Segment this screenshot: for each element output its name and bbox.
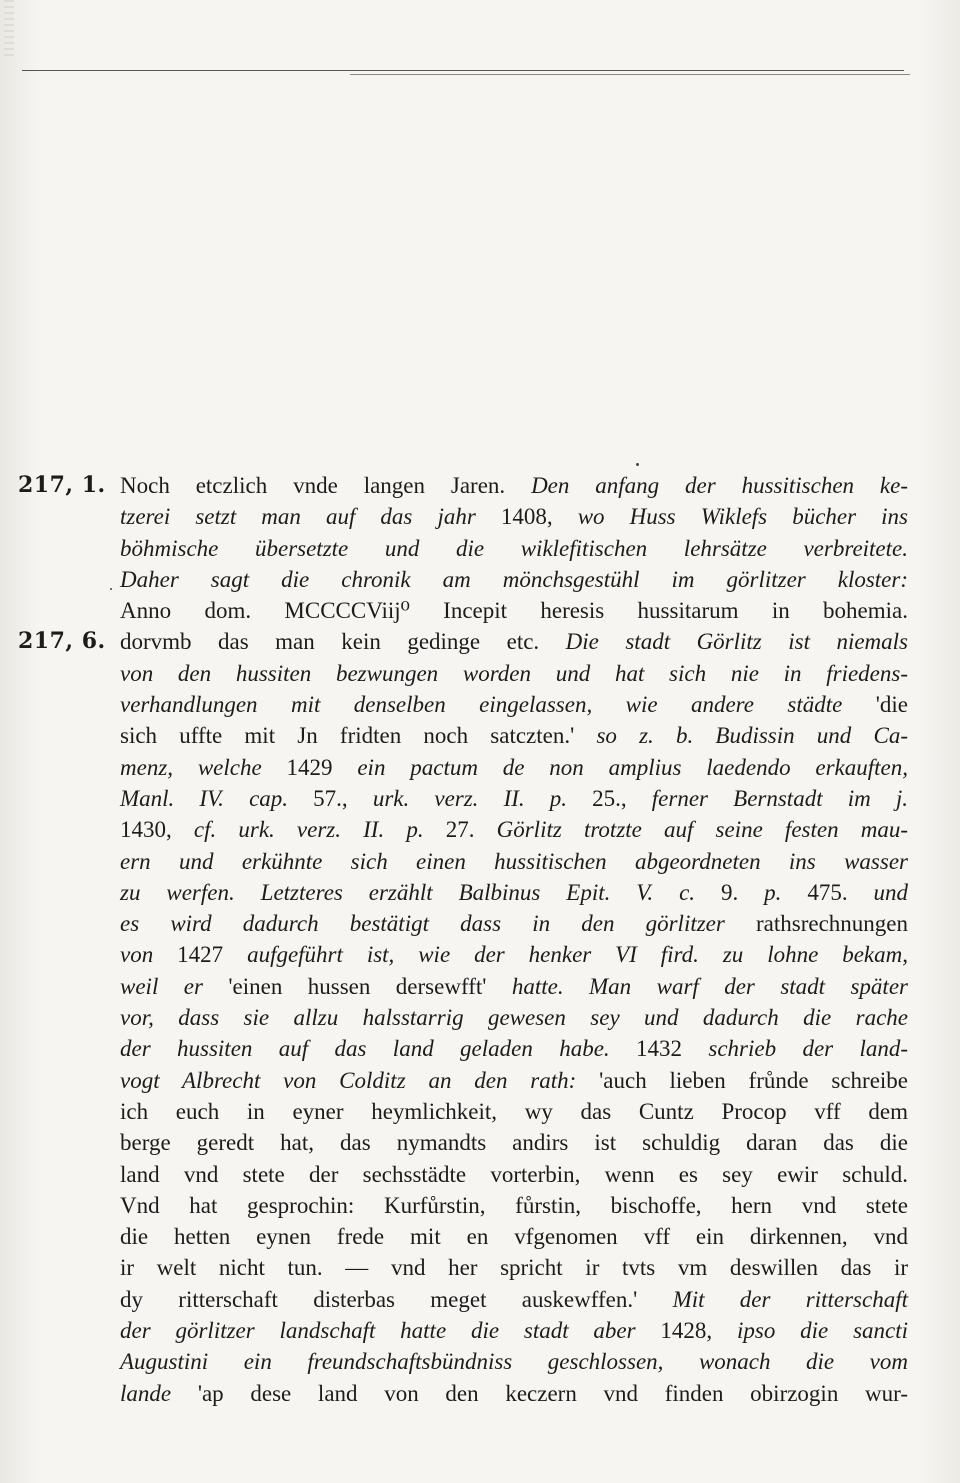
- text-line: [18, 1284, 908, 1315]
- line-body: [120, 1284, 908, 1315]
- text-line: [18, 1315, 908, 1346]
- italic-segment: von den hussiten bezwungen worden und hat sich nie in friedens-: [120, 660, 908, 686]
- italic-segment: ferner Bernstadt im j.: [651, 785, 908, 811]
- roman-segment: Anno dom. MCCCCViij⁰ Incepit heresis hussitarum in bohemia.: [120, 598, 908, 624]
- italic-segment: Augustini ein freundschaftsbündniss geschlossen, wonach die vom: [120, 1349, 908, 1375]
- roman-segment: dy ritterschaft disterbas meget auskewffen.': [120, 1286, 673, 1312]
- line-body: [120, 564, 908, 595]
- roman-segment: die hetten eynen frede mit en vfgenomen vff ein dirkennen, vnd: [120, 1224, 908, 1250]
- text-line: [18, 1159, 908, 1190]
- italic-segment: hatte. Man warf der stadt später: [511, 973, 908, 999]
- line-body: [120, 1159, 908, 1190]
- line-body: [120, 1065, 908, 1096]
- italic-segment: ipso die sancti: [737, 1318, 909, 1344]
- text-line: [18, 971, 908, 1002]
- italic-segment: Den anfang der hussitischen ke-: [531, 473, 908, 498]
- italic-segment: ein pactum de non amplius laedendo erkauften,: [357, 754, 908, 780]
- text-line: [18, 1378, 908, 1409]
- text-line: [18, 1346, 908, 1377]
- line-body: [120, 658, 908, 689]
- text-line: [18, 1127, 908, 1158]
- line-body: [120, 1346, 908, 1377]
- italic-segment: weil er: [120, 973, 229, 999]
- commentary-text: [18, 470, 908, 1409]
- italic-segment: p.: [764, 879, 808, 905]
- text-line: [18, 877, 908, 908]
- roman-segment: dorvmb das man kein gedinge etc.: [120, 629, 566, 655]
- roman-segment: 'ap dese land von den keczern vnd finden obirzogin wur-: [197, 1380, 908, 1406]
- italic-segment: tzerei setzt man auf das jahr: [120, 504, 501, 530]
- roman-segment: 'die: [875, 692, 908, 718]
- line-body: [120, 1033, 908, 1064]
- ink-speck: [636, 463, 639, 466]
- italic-segment: lande: [120, 1380, 198, 1406]
- italic-segment: wo Huss Wiklefs bücher ins: [577, 504, 908, 530]
- verse-reference: 217, 6.: [18, 628, 106, 655]
- line-body: [120, 783, 908, 814]
- italic-segment: menz, welche: [120, 754, 287, 780]
- line-body: [120, 533, 908, 564]
- text-line: [18, 939, 908, 970]
- text-line: [18, 1190, 908, 1221]
- italic-segment: schrieb der land-: [708, 1036, 909, 1062]
- line-body: [120, 1378, 908, 1409]
- italic-segment: urk. verz. II. p.: [372, 785, 593, 811]
- text-line: [18, 595, 908, 626]
- text-line: [18, 658, 908, 689]
- italic-segment: Die stadt Görlitz ist niemals: [565, 629, 908, 655]
- line-body: [120, 1221, 908, 1252]
- italic-segment: von: [120, 942, 178, 968]
- roman-segment: 1430,: [120, 817, 194, 843]
- roman-segment: 27.: [445, 817, 497, 843]
- text-line: [18, 1252, 908, 1283]
- roman-segment: 1429: [286, 754, 358, 780]
- line-body: [120, 470, 908, 501]
- line-body: [120, 877, 908, 908]
- line-body: [120, 1252, 908, 1283]
- line-body: [120, 971, 908, 1002]
- line-body: [120, 814, 908, 845]
- italic-segment: es wird dadurch bestätigt dass in den görlitzer: [120, 911, 756, 937]
- text-line: [18, 908, 908, 939]
- line-body: [120, 752, 908, 783]
- line-body: [120, 689, 908, 720]
- roman-segment: berge geredt hat, das nymandts andirs ist schuldig daran das die: [120, 1130, 908, 1156]
- line-body: [120, 626, 908, 657]
- line-body: [120, 1127, 908, 1158]
- header-rule-thin: [350, 74, 910, 75]
- roman-segment: 1408,: [500, 504, 578, 530]
- roman-segment: 1428,: [660, 1318, 737, 1344]
- text-line: [18, 720, 908, 751]
- text-line: [18, 1002, 908, 1033]
- text-line: [18, 752, 908, 783]
- italic-segment: ern und erkühnte sich einen hussitischen abgeordneten ins wasser: [120, 848, 908, 874]
- text-line: [18, 1221, 908, 1252]
- roman-segment: 9.: [720, 879, 765, 905]
- italic-segment: der hussiten auf das land geladen habe.: [120, 1036, 637, 1062]
- roman-segment: ich euch in eyner heymlichkeit, wy das Cuntz Procop vff dem: [120, 1098, 908, 1124]
- line-body: [120, 1096, 908, 1127]
- line-body: [120, 720, 908, 751]
- roman-segment: 25.,: [592, 785, 652, 811]
- italic-segment: und: [873, 879, 909, 905]
- line-body: [120, 595, 908, 626]
- text-line: [18, 689, 908, 720]
- roman-segment: 475.: [807, 879, 874, 905]
- italic-segment: vogt Albrecht von Colditz an den rath:: [120, 1067, 600, 1093]
- italic-segment: Daher sagt die chronik am mönchsgestühl im görlitzer kloster:: [120, 566, 908, 592]
- line-body: [120, 501, 908, 532]
- text-line: [18, 846, 908, 877]
- text-line: [18, 783, 908, 814]
- text-line: [18, 501, 908, 532]
- roman-segment: 1427: [177, 942, 248, 968]
- italic-segment: verhandlungen mit denselben eingelassen, wie andere städte: [120, 692, 876, 718]
- text-line: [18, 814, 908, 845]
- italic-segment: vor, dass sie allzu halsstarrig gewesen sey und dadurch die rache: [120, 1005, 908, 1031]
- text-line: [18, 1065, 908, 1096]
- line-body: [120, 939, 908, 970]
- line-body: [120, 1002, 908, 1033]
- roman-segment: land vnd stete der sechsstädte vorterbin, wenn es sey ewir schuld.: [120, 1161, 908, 1187]
- italic-segment: zu werfen. Letzteres erzählt Balbinus Epit. V. c.: [120, 879, 721, 905]
- roman-segment: Noch etczlich vnde langen Jaren.: [120, 473, 532, 498]
- text-line: [18, 470, 908, 501]
- text-line: [18, 533, 908, 564]
- italic-segment: cf. urk. verz. II. p.: [193, 817, 446, 843]
- italic-segment: der görlitzer landschaft hatte die stadt aber: [120, 1318, 661, 1344]
- roman-segment: 1432: [636, 1036, 709, 1062]
- header-rule: [22, 70, 904, 71]
- roman-segment: 'auch lieben frůnde schreibe: [599, 1067, 909, 1093]
- scan-gutter: [4, 0, 14, 60]
- roman-segment: rathsrechnungen: [756, 911, 908, 937]
- line-body: [120, 908, 908, 939]
- text-line: [18, 626, 908, 657]
- italic-segment: Manl. IV. cap.: [120, 785, 314, 811]
- line-body: [120, 1315, 908, 1346]
- roman-segment: Vnd hat gesprochin: Kurfůrstin, fůrstin, bischoffe, hern vnd stete: [120, 1192, 908, 1218]
- line-body: [120, 1190, 908, 1221]
- italic-segment: Görlitz trotzte auf seine festen mau-: [496, 817, 908, 843]
- roman-segment: sich uffte mit Jn fridten noch satczten.': [120, 723, 597, 749]
- line-body: [120, 846, 908, 877]
- roman-segment: 'einen hussen dersewfft': [228, 973, 512, 999]
- roman-segment: ir welt nicht tun. — vnd her spricht ir tvts vm deswillen das ir: [120, 1255, 908, 1281]
- text-line: [18, 564, 908, 595]
- verse-reference: 217, 1.: [18, 472, 106, 498]
- text-line: [18, 1096, 908, 1127]
- text-line: [18, 1033, 908, 1064]
- italic-segment: böhmische übersetzte und die wiklefitischen lehrsätze verbreitete.: [120, 535, 908, 561]
- italic-segment: Mit der ritterschaft: [672, 1286, 908, 1312]
- roman-segment: 57.,: [313, 785, 373, 811]
- italic-segment: so z. b. Budissin und Ca-: [596, 723, 908, 749]
- italic-segment: aufgeführt ist, wie der henker VI fird. zu lohne bekam,: [247, 942, 908, 968]
